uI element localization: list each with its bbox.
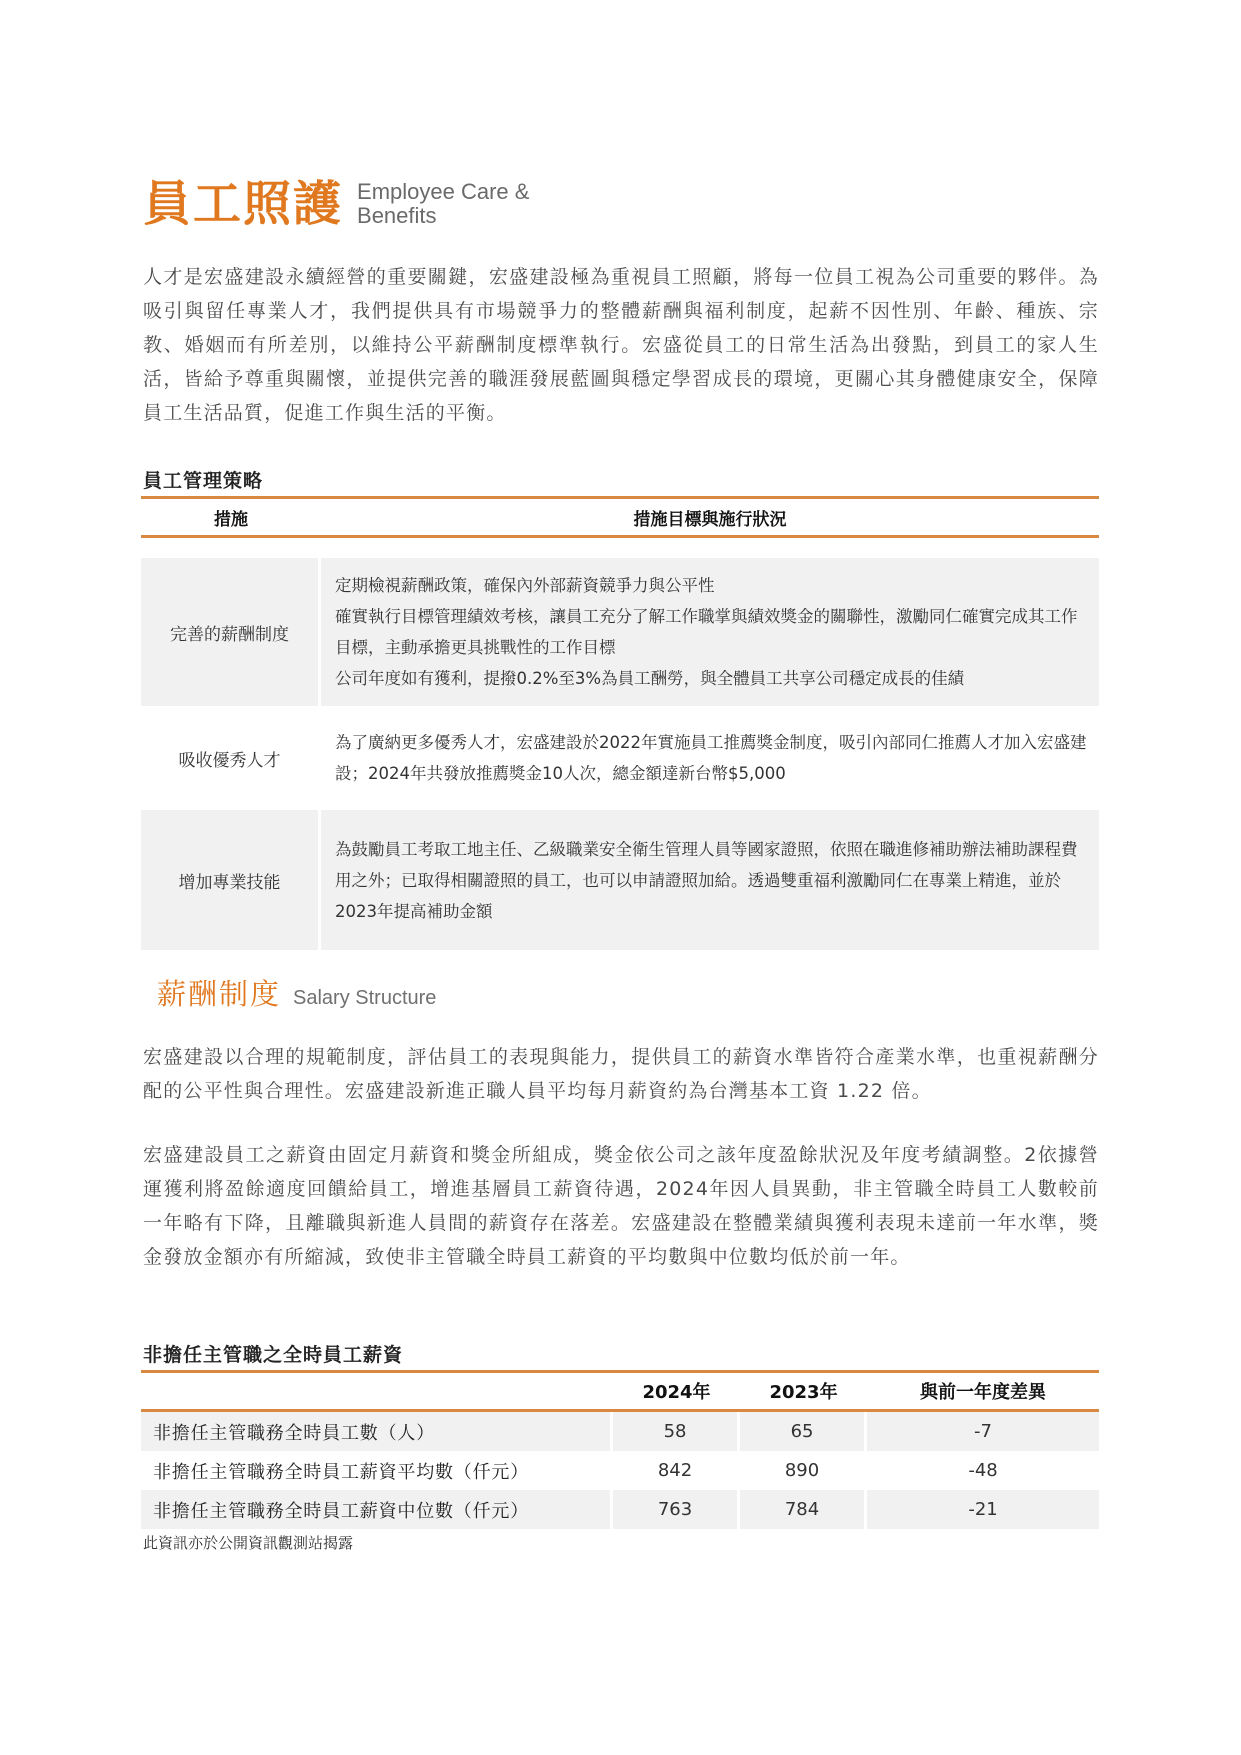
- page-title-zh: 員工照護: [143, 176, 344, 232]
- salary-value-2023: 65: [740, 1412, 867, 1451]
- salary-section-title-en: Salary Structure: [293, 987, 437, 1009]
- strategy-status-line: 定期檢視薪酬政策，確保內外部薪資競爭力與公平性: [335, 576, 715, 595]
- salary-section-title-zh: 薪酬制度: [157, 977, 282, 1011]
- disclosure-note: 此資訊亦於公開資訊觀測站揭露: [143, 1534, 354, 1552]
- page-title: [143, 176, 557, 232]
- strategy-status-line: 為鼓勵員工考取工地主任、乙級職業安全衛生管理人員等國家證照，依照在職進修補助辦法補助課程費用之外；已取得相關證照的員工，也可以申請證照加給。透過雙重福利激勵同仁在專業上精進，並於2023年提高補助金額: [335, 839, 1078, 921]
- salary-value-diff: -48: [867, 1451, 1099, 1490]
- strategy-row: [141, 810, 1099, 950]
- strategy-status: [321, 558, 1099, 706]
- salary-row: [141, 1451, 1099, 1490]
- page-title-en: Employee Care & Benefits: [357, 179, 530, 228]
- strategy-measure: 完善的薪酬制度: [141, 558, 321, 706]
- strategy-measure: 吸收優秀人才: [141, 706, 321, 810]
- strategy-status-line: 確實執行目標管理績效考核，讓員工充分了解工作職掌與績效獎金的關聯性，激勵同仁確實完成其工作目標，主動承擔更具挑戰性的工作目標: [335, 607, 1078, 657]
- strategy-table: [141, 496, 1099, 950]
- salary-row-label: 非擔任主管職務全時員工薪資平均數（仟元）: [141, 1451, 613, 1490]
- salary-col-2023: 2023年: [740, 1370, 867, 1412]
- strategy-row: [141, 706, 1099, 810]
- strategy-status: [321, 706, 1099, 810]
- strategy-row: [141, 558, 1099, 706]
- salary-value-diff: -7: [867, 1412, 1099, 1451]
- strategy-measure: 增加專業技能: [141, 810, 321, 950]
- salary-table: [141, 1370, 1099, 1529]
- strategy-status-line: 公司年度如有獲利，提撥0.2%至3%為員工酬勞，與全體員工共享公司穩定成長的佳績: [335, 669, 965, 688]
- salary-col-label: [141, 1370, 613, 1412]
- salary-row: [141, 1412, 1099, 1451]
- salary-value-2023: 784: [740, 1490, 867, 1529]
- salary-paragraph-1: 宏盛建設以合理的規範制度，評估員工的表現與能力，提供員工的薪資水準皆符合產業水準，也重視薪酬分配的公平性與合理性。宏盛建設新進正職人員平均每月薪資約為台灣基本工資 1.22 倍。: [143, 1046, 1099, 1102]
- salary-value-2024: 842: [613, 1451, 740, 1490]
- salary-value-2024: 58: [613, 1412, 740, 1451]
- salary-row-label: 非擔任主管職務全時員工薪資中位數（仟元）: [141, 1490, 613, 1529]
- strategy-col-measure: 措施: [141, 496, 321, 538]
- salary-table-header: [141, 1370, 1099, 1412]
- salary-row-label: 非擔任主管職務全時員工數（人）: [141, 1412, 613, 1451]
- strategy-heading: 員工管理策略: [143, 470, 264, 492]
- salary-col-2024: 2024年: [613, 1370, 740, 1412]
- salary-value-diff: -21: [867, 1490, 1099, 1529]
- salary-col-diff: 與前一年度差異: [867, 1370, 1099, 1412]
- strategy-status: [321, 810, 1099, 950]
- strategy-col-status: 措施目標與施行狀況: [321, 496, 1099, 538]
- salary-table-heading: 非擔任主管職之全時員工薪資: [143, 1344, 404, 1366]
- intro-paragraph: 人才是宏盛建設永續經營的重要關鍵，宏盛建設極為重視員工照顧，將每一位員工視為公司重要的夥伴。為吸引與留任專業人才，我們提供具有市場競爭力的整體薪酬與福利制度，起薪不因性別、年齡、種族、宗教、婚姻而有所差別，以維持公平薪酬制度標準執行。宏盛從員工的日常生活為出發點，到員工的家人生活，皆給予尊重與關懷，並提供完善的職涯發展藍圖與穩定學習成長的環境，更關心其身體健康安全，保障員工生活品質，促進工作與生活的平衡。: [143, 266, 1099, 424]
- strategy-table-header: [141, 496, 1099, 538]
- salary-value-2023: 890: [740, 1451, 867, 1490]
- strategy-status-line: 為了廣納更多優秀人才，宏盛建設於2022年實施員工推薦獎金制度，吸引內部同仁推薦人才加入宏盛建設；2024年共發放推薦獎金10人次，總金額達新台幣$5,000: [335, 733, 1087, 783]
- salary-row: [141, 1490, 1099, 1529]
- salary-section-title: [157, 972, 436, 1013]
- salary-value-2024: 763: [613, 1490, 740, 1529]
- salary-paragraph-2: 宏盛建設員工之薪資由固定月薪資和獎金所組成，獎金依公司之該年度盈餘狀況及年度考績調整。2依據營運獲利將盈餘適度回饋給員工，增進基層員工薪資待遇，2024年因人員異動，非主管職全時員工人數較前一年略有下降，且離職與新進人員間的薪資存在落差。宏盛建設在整體業績與獲利表現未達前一年水準，獎金發放金額亦有所縮減，致使非主管職全時員工薪資的平均數與中位數均低於前一年。: [143, 1144, 1099, 1268]
